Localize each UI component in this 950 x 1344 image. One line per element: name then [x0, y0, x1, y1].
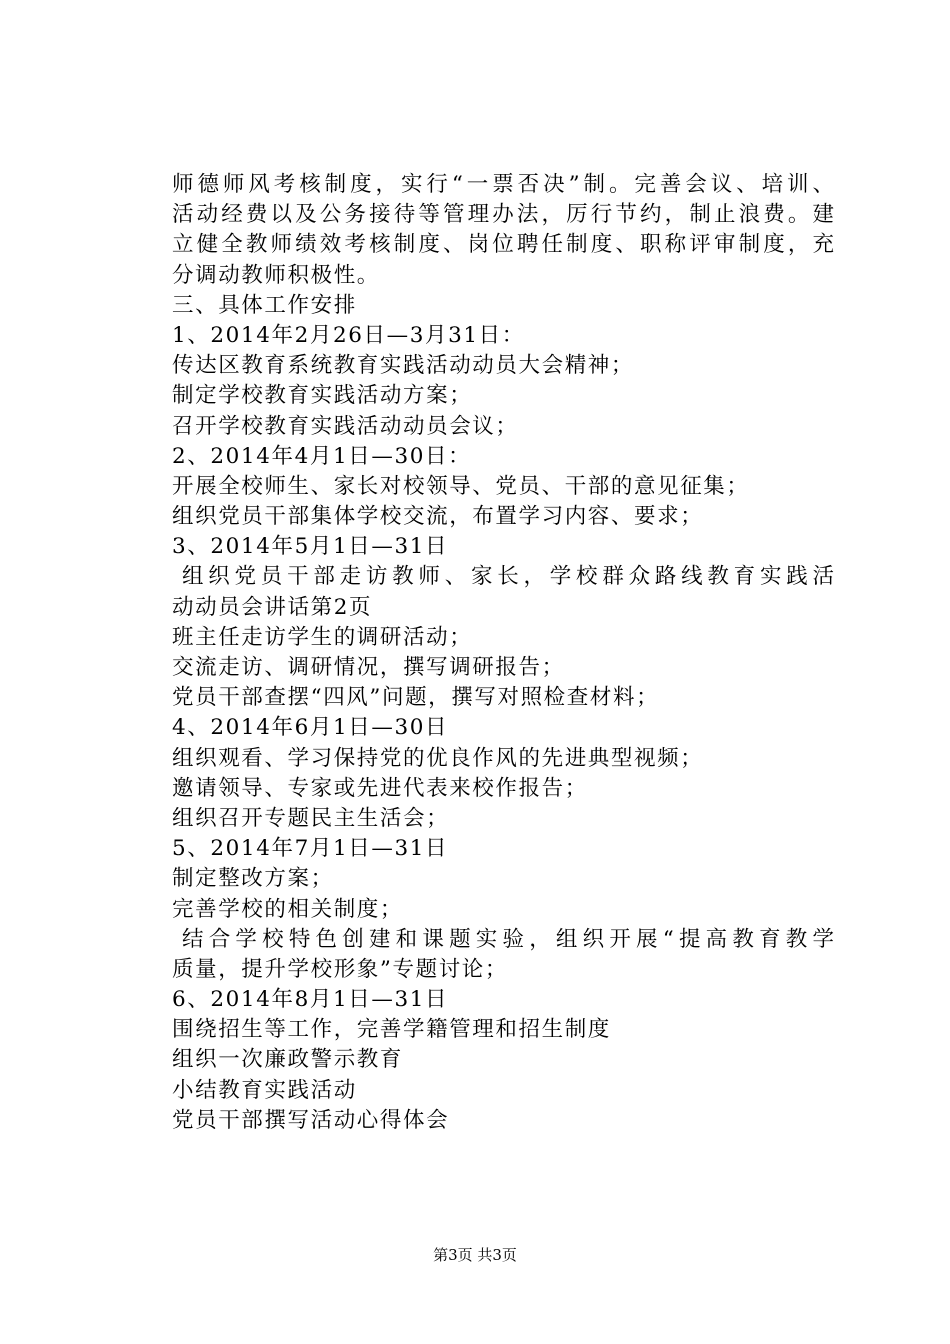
body-line: 动动员会讲话第2页 [172, 594, 373, 620]
list-item: 交流走访、调研情况，撰写调研报告； [172, 655, 565, 680]
body-line: 活动经费以及公务接待等管理办法，厉行节约，制止浪费。建 [172, 202, 834, 228]
body-line: 立健全教师绩效考核制度、岗位聘任制度、职称评审制度，充 [172, 232, 834, 258]
list-item: 召开学校教育实践活动动员会议； [172, 413, 519, 439]
schedule-item-date: 3、2014年5月1日—31日 [172, 534, 449, 560]
list-item: 组织一次廉政警示教育 [172, 1047, 404, 1073]
list-item: 开展全校师生、家长对校领导、党员、干部的意见征集； [172, 473, 750, 499]
list-item: 党员干部撰写活动心得体会 [172, 1107, 450, 1133]
list-item: 党员干部查摆“四风”问题，撰写对照检查材料； [172, 685, 660, 711]
list-item: 制定整改方案； [172, 866, 334, 892]
page-footer: 第3页 共3页 [433, 1246, 517, 1264]
list-item: 传达区教育系统教育实践活动动员大会精神； [172, 353, 635, 379]
list-item: 邀请领导、专家或先进代表来校作报告； [172, 775, 588, 801]
body-line: 分调动教师积极性。 [172, 262, 380, 288]
body-line: 师德师风考核制度，实行“一票否决”制。完善会议、培训、 [172, 172, 834, 197]
list-item: 班主任走访学生的调研活动； [172, 624, 473, 650]
list-item: 小结教育实践活动 [172, 1077, 357, 1103]
list-item: 结合学校特色创建和课题实验，组织开展“提高教育教学 [182, 926, 834, 952]
document-body [172, 170, 834, 1136]
list-item: 制定学校教育实践活动方案； [172, 383, 473, 409]
list-item: 组织党员干部集体学校交流，布置学习内容、要求； [172, 504, 704, 530]
body-line: 质量，提升学校形象”专题讨论； [172, 956, 508, 982]
schedule-item-date: 2、2014年4月1日—30日： [172, 443, 472, 469]
list-item: 组织观看、学习保持党的优良作风的先进典型视频； [172, 745, 704, 771]
schedule-item-date: 1、2014年2月26日—3月31日： [172, 322, 525, 348]
list-item: 完善学校的相关制度； [172, 896, 404, 922]
schedule-item-date: 6、2014年8月1日—31日 [172, 987, 449, 1013]
list-item: 围绕招生等工作，完善学籍管理和招生制度 [172, 1017, 611, 1043]
section-heading: 三、具体工作安排 [172, 292, 357, 318]
schedule-item-date: 4、2014年6月1日—30日 [172, 715, 449, 741]
list-item: 组织党员干部走访教师、家长，学校群众路线教育实践活 [182, 564, 834, 590]
schedule-item-date: 5、2014年7月1日—31日 [172, 836, 449, 862]
list-item: 组织召开专题民主生活会； [172, 805, 450, 831]
